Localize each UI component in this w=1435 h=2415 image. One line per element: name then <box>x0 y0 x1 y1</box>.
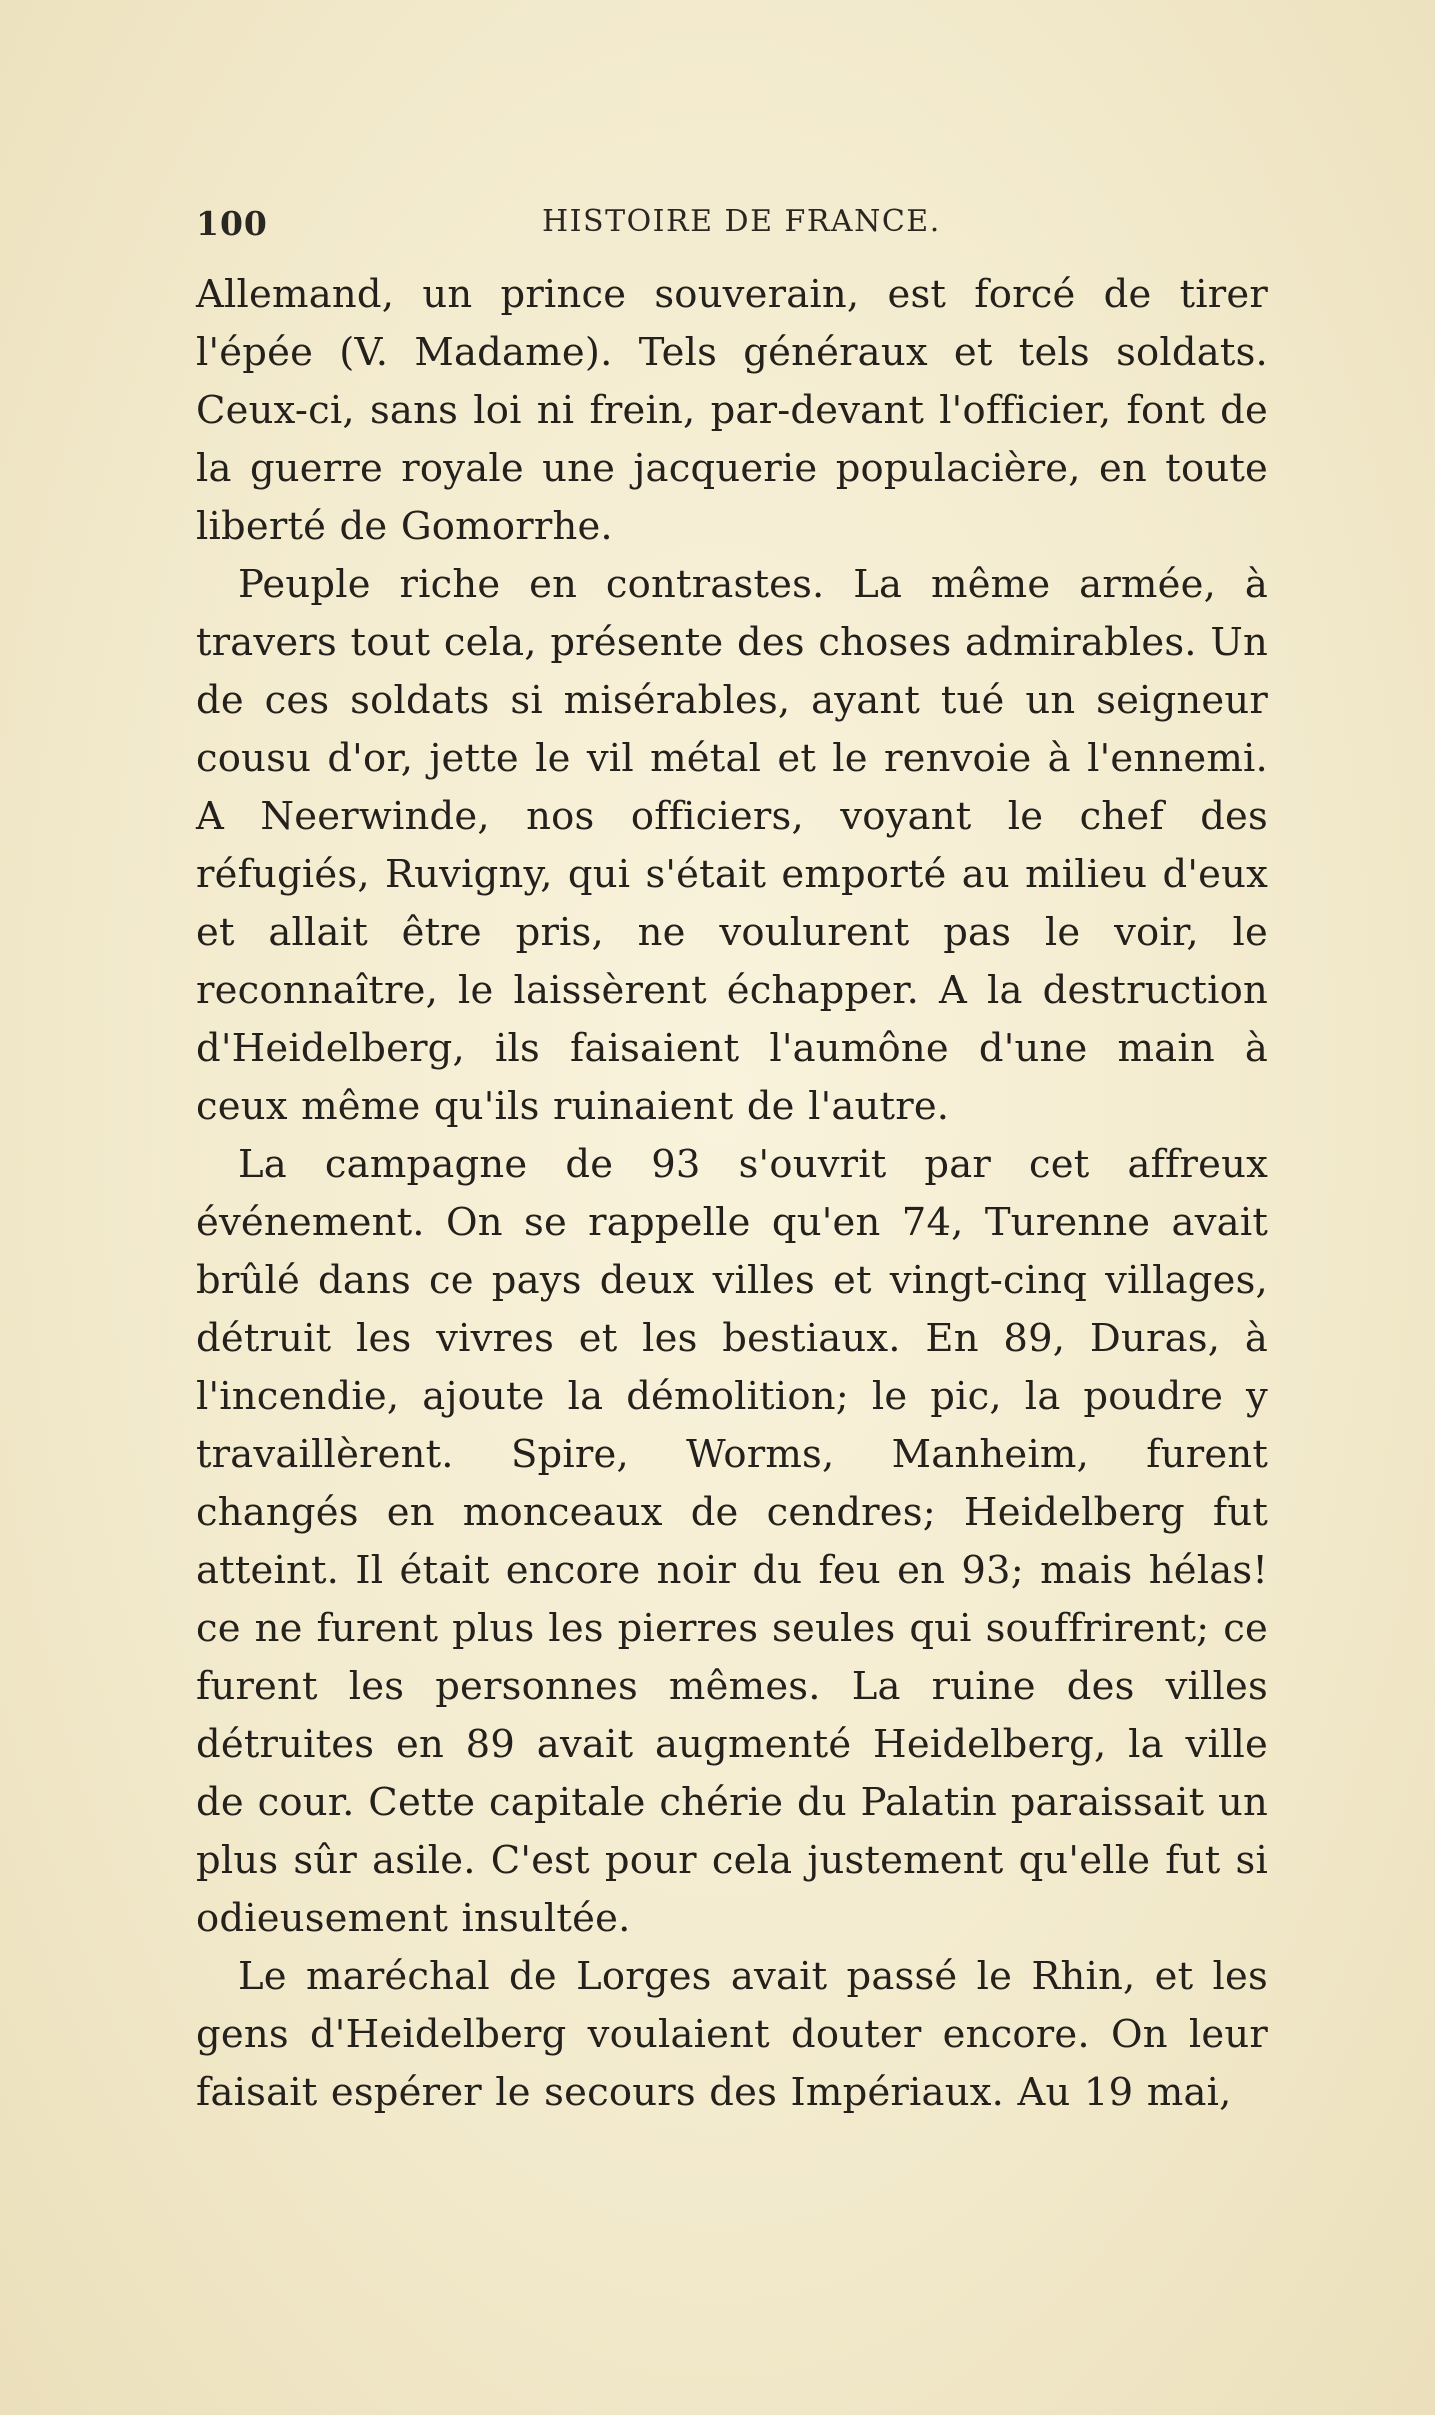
running-title: HISTOIRE DE FRANCE. <box>542 204 941 239</box>
paragraph-2: Peuple riche en contrastes. La même armée, à travers tout cela, présente des choses admirables. Un de ces soldats si misérables, ayant tué un seigneur cousu d'or, jette le vil métal et le renvoie à l'ennemi. A Neerwinde, nos officiers, voyant le chef des réfugiés, Ruvigny, qui s'était emporté au milieu d'eux et allait être pris, ne voulurent pas le voir, le reconnaître, le laissèrent échapper. A la destruction d'Heidelberg, ils faisaient l'aumône d'une main à ceux même qu'ils ruinaient de l'autre. <box>196 562 1268 1129</box>
body-text <box>196 266 1268 2122</box>
page-header <box>196 196 1268 246</box>
page-number: 100 <box>196 204 268 243</box>
paragraph-4: Le maréchal de Lorges avait passé le Rhin, et les gens d'Heidelberg voulaient douter encore. On leur faisait espérer le secours des Impériaux. Au 19 mai, <box>196 1954 1268 2115</box>
paragraph-3: La campagne de 93 s'ouvrit par cet affreux événement. On se rappelle qu'en 74, Turenne avait brûlé dans ce pays deux villes et vingt-cinq villages, détruit les vivres et les bestiaux. En 89, Duras, à l'incendie, ajoute la démolition; le pic, la poudre y travaillèrent. Spire, Worms, Manheim, furent changés en monceaux de cendres; Heidelberg fut atteint. Il était encore noir du feu en 93; mais hélas! ce ne furent plus les pierres seules qui souffrirent; ce furent les personnes mêmes. La ruine des villes détruites en 89 avait augmenté Heidelberg, la ville de cour. Cette capitale chérie du Palatin paraissait un plus sûr asile. C'est pour cela justement qu'elle fut si odieusement insultée. <box>196 1142 1268 1941</box>
paragraph-1: Allemand, un prince souverain, est forcé de tirer l'épée (V. Madame). Tels généraux et tels soldats. Ceux-ci, sans loi ni frein, par-devant l'officier, font de la guerre royale une jacquerie populacière, en toute liberté de Gomorrhe. <box>196 272 1268 549</box>
